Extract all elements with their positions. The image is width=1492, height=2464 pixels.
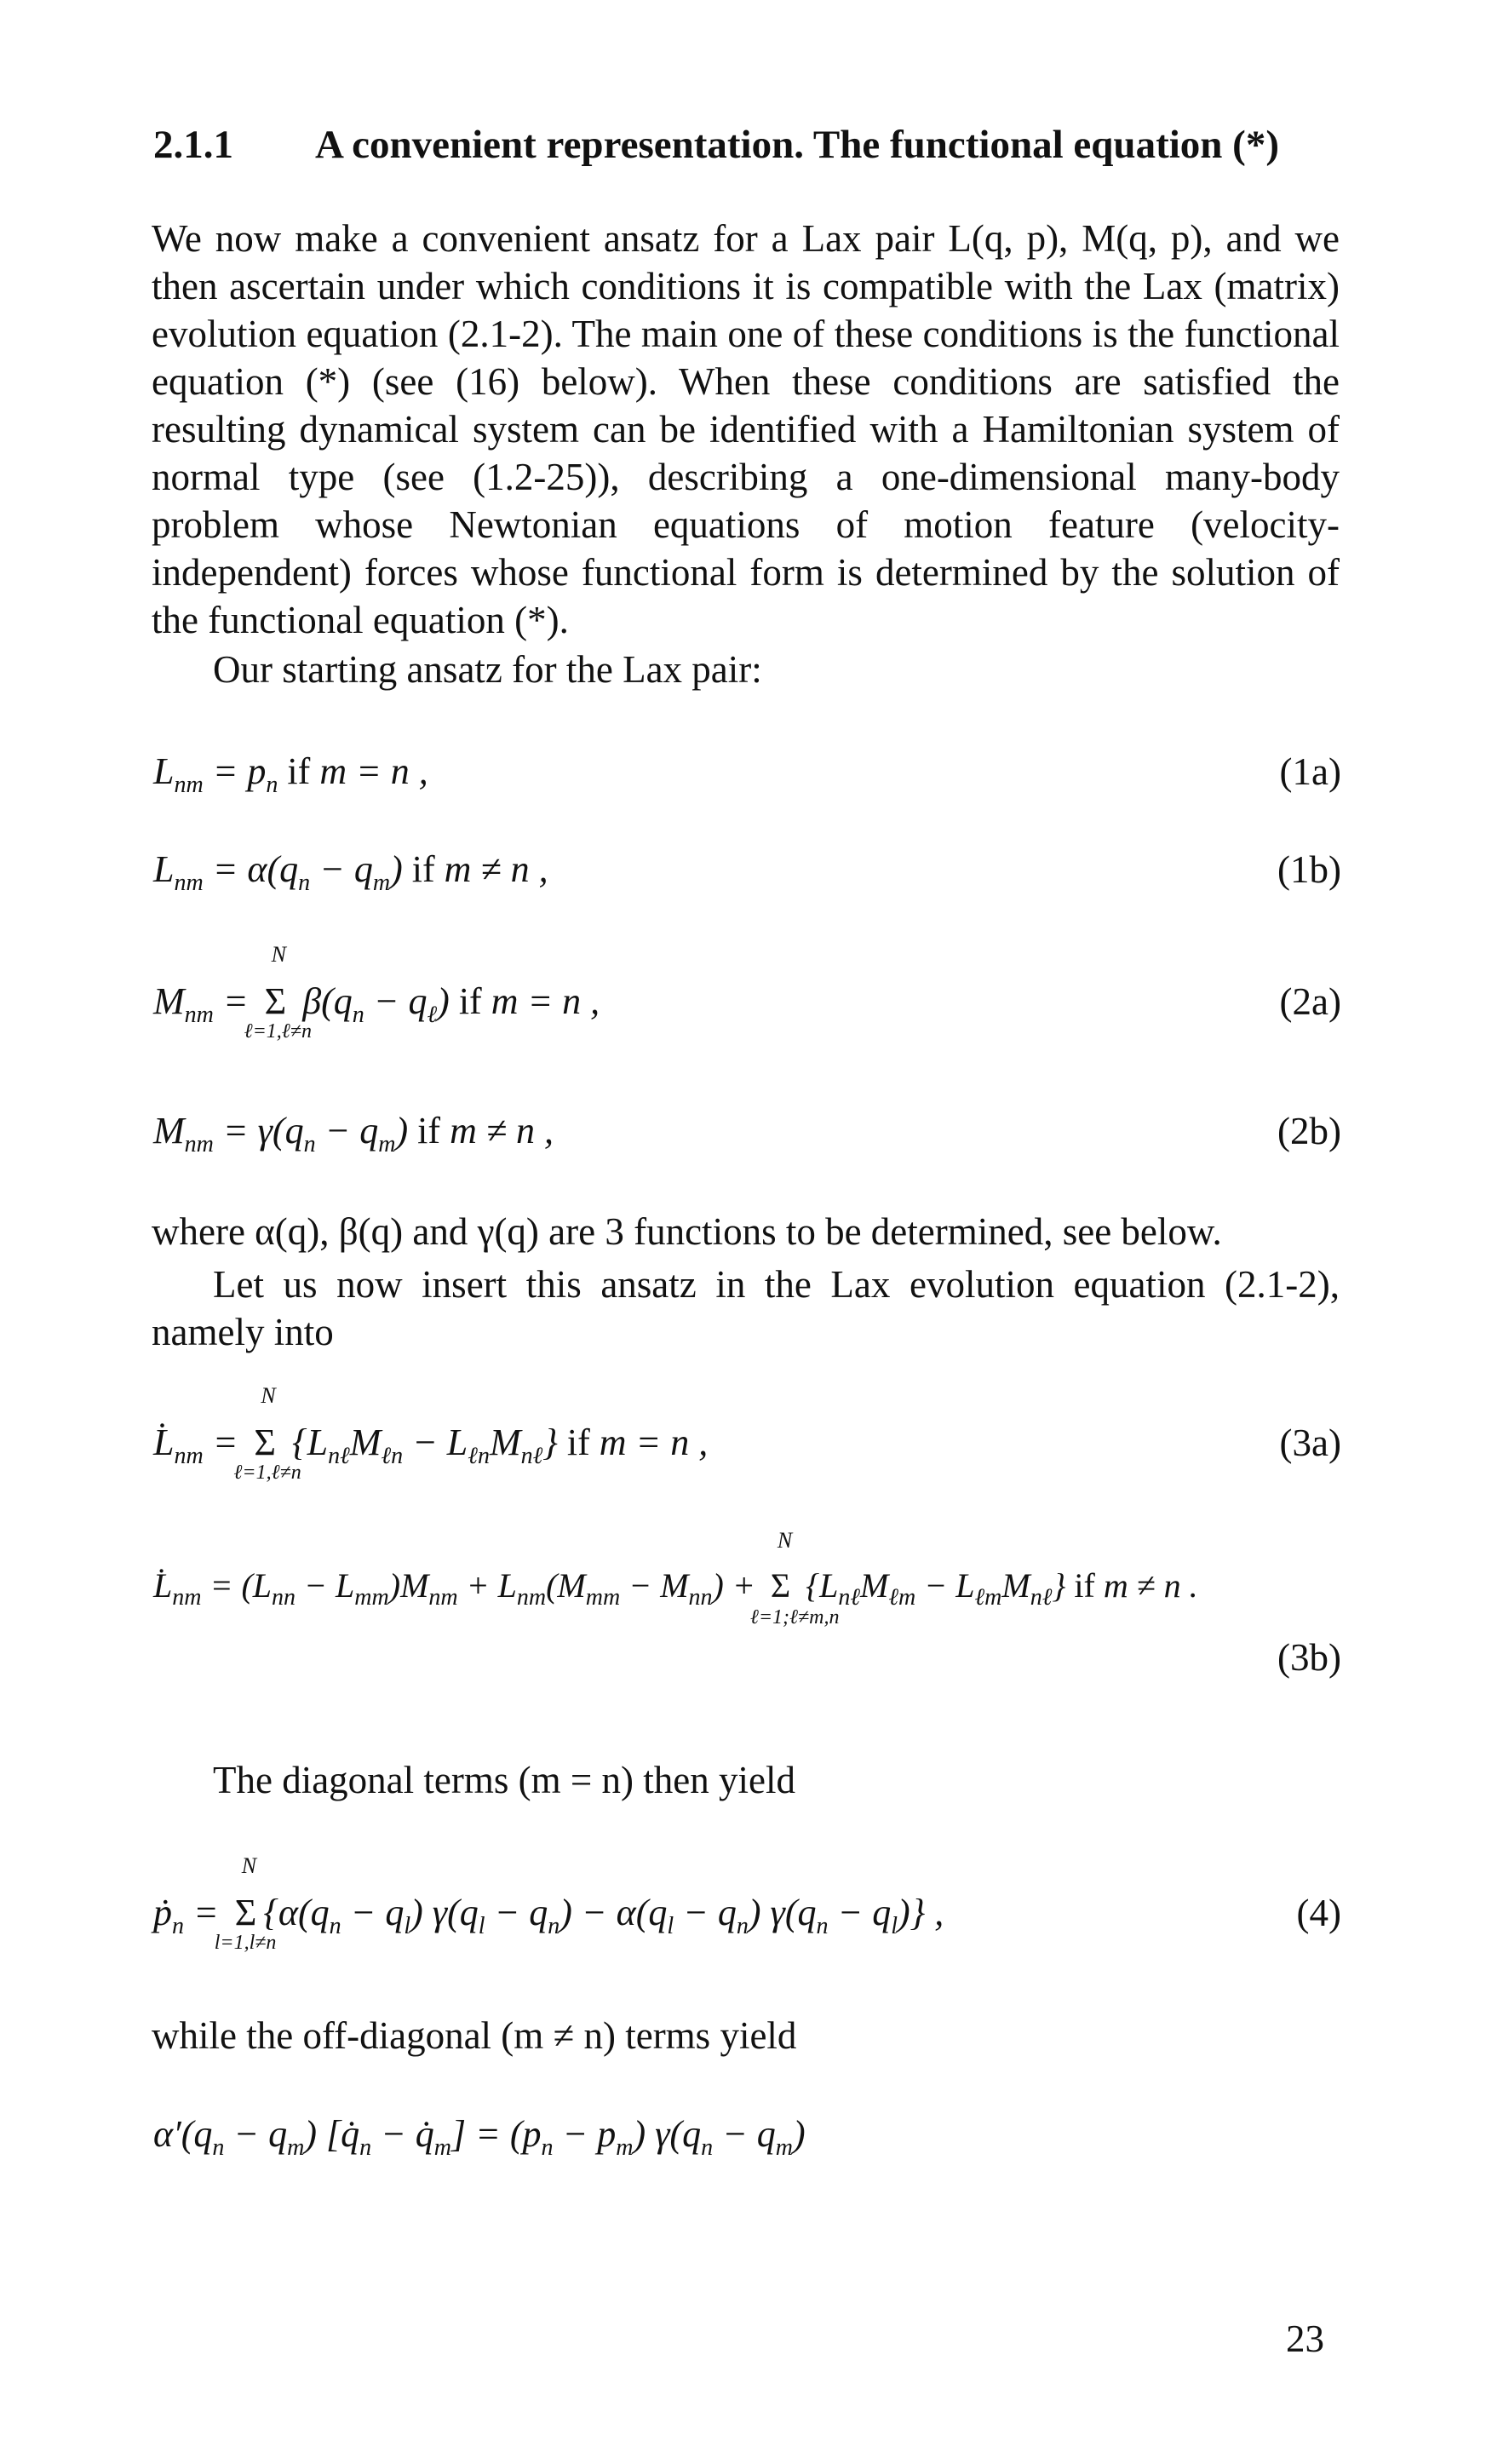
intro-paragraph: We now make a convenient ansatz for a Lax pair L(q, p), M(q, p), and we then ascertain under which conditions it is compatible with the Lax (matrix) evolution equation (2.1-2). The main one of these conditions is the functional equation (*) (see (16) below). When these conditions are satisfied the resulting dynamical system can be identified with a Hamiltonian system of normal type (see (1.2-25)), describing a one-dimensional many-body problem whose Newtonian equations of motion feature (velocity-independent) forces whose functional form is determined by the solution of the functional equation (*). (152, 217, 1340, 641)
section-number: 2.1.1 (153, 123, 233, 167)
equation-number: (2b) (1277, 1110, 1341, 1152)
section-heading (153, 119, 1363, 170)
equation-2b: $M_{nm} = \gamma(q_n - q_m)$ if m ≠ n , (2b) (153, 1110, 1341, 1157)
diagonal-paragraph: The diagonal terms (m = n) then yield (213, 1759, 795, 1801)
equation-1a: $L_{nm} = p_n$ if m = n , (1a) (153, 750, 1341, 798)
ansatz-intro: Our starting ansatz for the Lax pair: (213, 648, 762, 691)
equation-4: ṗ$_n$ = Σ N l=1,l≠n $\{\alpha(q_n - q_l) \gamma(q_l - q_n) - \alpha(q_l - q_n) \gamma(q_n - q_l)\}$ , (4) (153, 1853, 1341, 1954)
section-title: A convenient representation. The functional equation (*) (315, 123, 1279, 167)
equation-number: (2a) (1279, 980, 1341, 1023)
off-diagonal-paragraph: while the off-diagonal (m ≠ n) terms yield (152, 2014, 797, 2057)
equation-3a: $L̇_{nm} = \Sigma$ N ℓ=1,ℓ≠n $\{L_{n\ell}M_{\ell n} - L_{\ell n}M_{n\ell}\}$ if m = n , (3a) (153, 1383, 1341, 1484)
equation-5: $\alpha'(q_n - q_m)$ [$q̇_n$ − $q̇_m] = (p_n - p_m) \gamma(q_n - q_m)$ (153, 2113, 806, 2161)
equation-number: (3b) (1277, 1636, 1341, 1679)
equation-1b: $L_{nm} = \alpha(q_n - q_m)$ if m ≠ n , (1b) (153, 848, 1341, 896)
equation-number: (3a) (1279, 1422, 1341, 1464)
equation-number: (1b) (1277, 848, 1341, 891)
equation-3b: $L̇_{nm} = (L_{nn} - L_{mm})M_{nm} + L_{nm}(M_{mm} - M_{nn}) + \Sigma$ N ℓ=1;ℓ≠m,n $\{L_{n\ell}M_{\ell m} - L_{\ell m}M_{n\ell}\}$ if m ≠ n . (3b) (153, 1528, 1341, 1679)
equation-number: (4) (1296, 1892, 1341, 1934)
equation-number: (1a) (1279, 750, 1341, 793)
equation-2a: $M_{nm} = \Sigma$ N ℓ=1,ℓ≠n $\beta(q_n - q_\ell)$ if m = n , (2a) (153, 942, 1341, 1042)
insert-paragraph: Let us now insert this ansatz in the Lax evolution equation (2.1-2), namely into (152, 1263, 1340, 1353)
functions-note: where α(q), β(q) and γ(q) are 3 functions to be determined, see below. (152, 1210, 1222, 1253)
page-number: 23 (1286, 2318, 1324, 2360)
